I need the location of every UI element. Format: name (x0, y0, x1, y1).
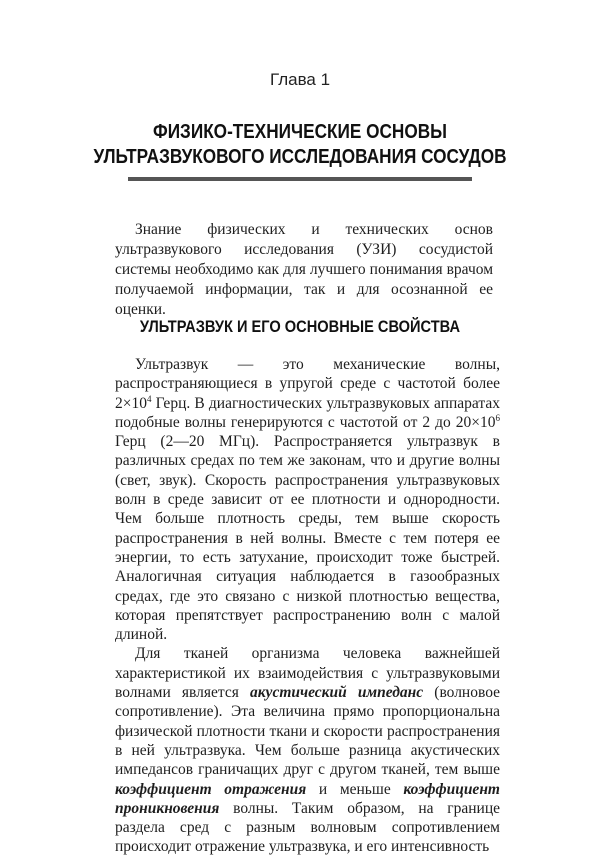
paragraph-1-text-c: Герц (2—20 МГц). Распространяется ультразвук в различных средах по тем же законам, что и другие волны (свет, звук). Скорость распространения ультразвуковых волн в среде зависит от ее плотности и однородности. Чем больше плотность среды, тем выше скорость распространения в ней волны. Вместе с тем потеря ее энергии, то есть затухание, происходит тоже быстрей. Аналогичная ситуация наблюдается в газообразных средах, где это связано с низкой плотностью вещества, которая препятствует распространению волн с малой длиной. (115, 433, 500, 644)
paragraph-1-text-a: Ультразвук — это механические волны, распространяющиеся в упругой среде с частотой более 2×10 (115, 356, 500, 412)
exponent-6: 6 (495, 412, 500, 423)
chapter-title-line-2: УЛЬТРАЗВУКОВОГО ИССЛЕДОВАНИЯ СОСУДОВ (93, 146, 507, 168)
paragraph-2-text-d: волны. Таким образом, на границе раздела сред с разным волновым сопротивлением происходит отражение ультразвука, и его интенсивность (115, 799, 500, 856)
body-paragraph-1 (115, 355, 500, 644)
chapter-label: Глава 1 (269, 70, 331, 89)
paragraph-2-text-b: (волновое сопротивление). Эта величина прямо пропорциональна физической плотности ткани и скорости распространения в ней ультразвука. Чем больше разница акустических импедансов граничащих друг с другом тканей, тем выше (115, 684, 501, 779)
exponent-4: 4 (147, 393, 152, 404)
term-penetration-coefficient: коэффициент проникновения (115, 780, 500, 817)
intro-paragraph: Знание физических и технических основ ультразвукового исследования (УЗИ) сосудистой системы необходимо как для лучшего понимания врачом получаемой информации, так и для осознанной ее оценки. (115, 221, 493, 318)
chapter-title-line-1: ФИЗИКО-ТЕХНИЧЕСКИЕ ОСНОВЫ (153, 121, 447, 143)
title-underline-rule (128, 177, 472, 181)
chapter-title (42, 120, 558, 170)
paragraph-1-text-b: Герц. В диагностических ультразвуковых аппаратах подобные волны генерируются с частотой от 2 до 20×10 (115, 394, 500, 431)
body-text (115, 355, 500, 857)
term-acoustic-impedance: акустический импеданс (249, 684, 424, 702)
term-reflection-coefficient: коэффициент отражения (115, 780, 307, 798)
intro-block (115, 220, 493, 320)
paragraph-2-text-a: Для тканей организма человека важнейшей характеристикой их взаимодействия с ультразвуковыми волнами является (115, 645, 500, 702)
body-paragraph-2 (115, 644, 500, 856)
paragraph-2-text-c: и меньше (306, 780, 404, 798)
section-heading: УЛЬТРАЗВУК И ЕГО ОСНОВНЫЕ СВОЙСТВА (139, 317, 461, 336)
